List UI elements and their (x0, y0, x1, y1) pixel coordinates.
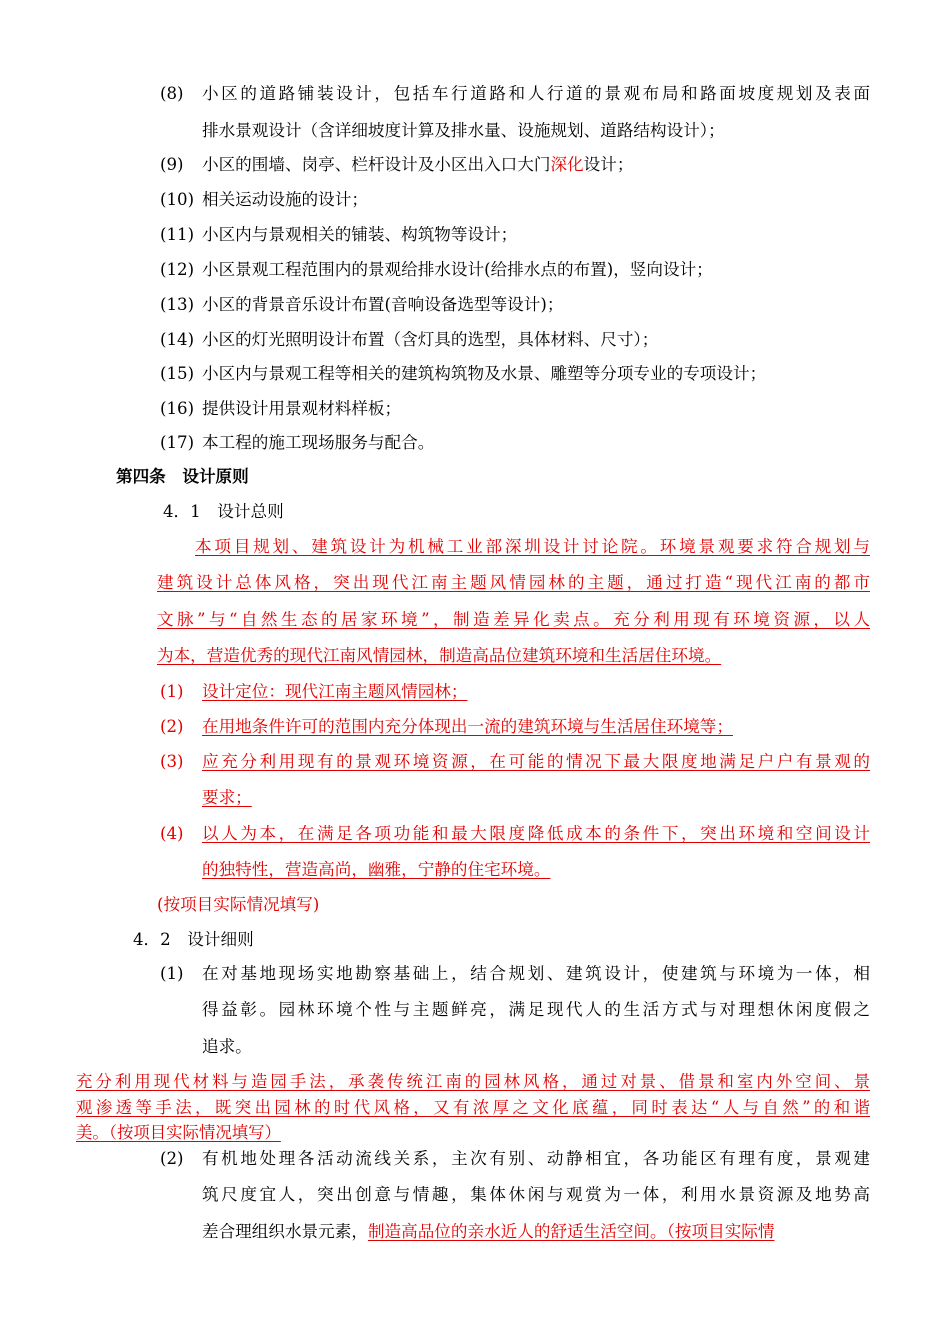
paragraph-line: 美。（按项目实际情况填写） (76, 1123, 281, 1142)
subsection-heading: 4．1 设计总则 (163, 502, 284, 521)
fill-in-note: (按项目实际情况填写) (157, 895, 320, 914)
item-number: (4) (160, 824, 184, 843)
list-item-text: 小区的道路铺装设计，包括车行道路和人行道的景观布局和路面坡度规划及表面 (202, 84, 870, 103)
subsection-heading: 4．2 设计细则 (133, 930, 254, 949)
paragraph-line: 文脉”与“自然生态的居家环境”，制造差异化卖点。充分利用现有环境资源，以人 (157, 610, 870, 629)
list-item-text: 小区的围墙、岗亭、栏杆设计及小区出入口大门深化设计； (202, 155, 634, 174)
list-item-text: 在用地条件许可的范围内充分体现出一流的建筑环境与生活居住环境等； (202, 717, 733, 736)
list-item-text: 小区内与景观工程等相关的建筑构筑物及水景、雕塑等分项专业的专项设计； (202, 364, 767, 383)
list-item-text: 小区的背景音乐设计布置(音响设备选型等设计)； (202, 295, 564, 314)
item-number: (8) (160, 84, 184, 103)
item-number: (16) (160, 399, 195, 418)
list-item-text: 应充分利用现有的景观环境资源，在可能的情况下最大限度地满足户户有景观的 (202, 752, 870, 771)
list-item-text: 差合理组织水景元素，制造高品位的亲水近人的舒适生活空间。（按项目实际情 (202, 1222, 775, 1241)
item-number: (12) (160, 260, 195, 279)
item-number: (11) (160, 225, 195, 244)
paragraph-line: 观渗透等手法，既突出园林的时代风格，又有浓厚之文化底蕴，同时表达“人与自然”的和谐 (76, 1098, 870, 1117)
item-number: (2) (160, 717, 184, 736)
item-number: (15) (160, 364, 195, 383)
paragraph-line: 本项目规划、建筑设计为机械工业部深圳设计讨论院。环境景观要求符合规划与 (195, 537, 870, 556)
highlight-text: 制造高品位的亲水近人的舒适生活空间。（按项目实际情 (367, 1222, 775, 1241)
item-number: (14) (160, 330, 195, 349)
list-item-text: 排水景观设计（含详细坡度计算及排水量、设施规划、道路结构设计）； (202, 121, 725, 140)
highlight-text: 深化 (550, 155, 584, 174)
item-number: (10) (160, 190, 195, 209)
list-item-text: 在对基地现场实地勘察基础上，结合规划、建筑设计，使建筑与环境为一体，相 (202, 964, 870, 983)
list-item-text: 相关运动设施的设计； (202, 190, 368, 209)
list-item-text: 小区内与景观相关的铺装、构筑物等设计； (202, 225, 518, 244)
list-item-text: 本工程的施工现场服务与配合。 (202, 433, 435, 452)
list-item-text: 得益彰。园林环境个性与主题鲜亮，满足现代人的生活方式与对理想休闲度假之 (202, 1000, 870, 1019)
list-item-text: 要求； (202, 788, 252, 807)
item-number: (2) (160, 1149, 184, 1168)
paragraph-line: 为本，营造优秀的现代江南风情园林，制造高品位建筑环境和生活居住环境。 (157, 646, 722, 665)
item-number: (9) (160, 155, 184, 174)
list-item-text: 以人为本，在满足各项功能和最大限度降低成本的条件下，突出环境和空间设计 (202, 824, 870, 843)
list-item-text: 筑尺度宜人，突出创意与情趣，集体休闲与观赏为一体，利用水景资源及地势高 (202, 1185, 870, 1204)
paragraph-line: 充分利用现代材料与造园手法，承袭传统江南的园林风格，通过对景、借景和室内外空间、景 (76, 1072, 870, 1091)
section-heading: 第四条 设计原则 (116, 467, 249, 486)
item-number: (17) (160, 433, 195, 452)
paragraph-line: 建筑设计总体风格，突出现代江南主题风情园林的主题，通过打造“现代江南的都市 (157, 573, 870, 592)
list-item-text: 小区景观工程范围内的景观给排水设计(给排水点的布置)，竖向设计； (202, 260, 713, 279)
item-number: (13) (160, 295, 195, 314)
list-item-text: 有机地处理各活动流线关系，主次有别、动静相宜，各功能区有理有度，景观建 (202, 1149, 870, 1168)
list-item-text: 追求。 (202, 1037, 252, 1056)
list-item-text: 的独特性，营造高尚，幽雅，宁静的住宅环境。 (202, 860, 551, 879)
item-number: (1) (160, 964, 184, 983)
item-number: (3) (160, 752, 184, 771)
item-number: (1) (160, 682, 184, 701)
list-item-text: 小区的灯光照明设计布置（含灯具的选型，具体材料、尺寸）； (202, 330, 659, 349)
list-item-text: 提供设计用景观材料样板； (202, 399, 402, 418)
list-item-text: 设计定位：现代江南主题风情园林； (202, 682, 468, 701)
